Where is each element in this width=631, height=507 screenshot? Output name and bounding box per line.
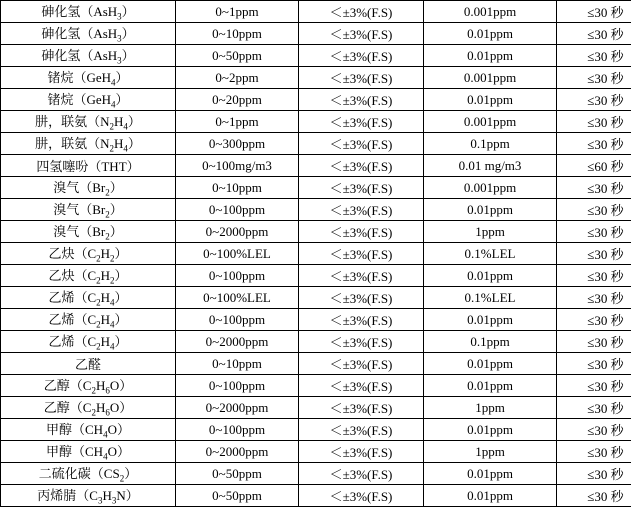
cell-response-time: ≤30 秒 [557,45,631,67]
cell-measuring-range: 0~100%LEL [176,287,299,309]
cell-gas-name: 肼，联氨$(N_2H_4)$ [1,133,176,155]
cell-resolution: 1ppm [424,221,557,243]
cell-resolution: 0.001ppm [424,1,557,23]
cell-resolution: 0.1%LEL [424,287,557,309]
cell-measuring-range: 0~10ppm [176,177,299,199]
cell-measuring-range: 0~10ppm [176,353,299,375]
cell-response-time: ≤30 秒 [557,419,631,441]
cell-resolution: 0.01 mg/m3 [424,155,557,177]
cell-accuracy: ＜±3%(F.S) [299,243,424,265]
cell-response-time: ≤30 秒 [557,133,631,155]
table-row [1,133,631,155]
cell-gas-name: 二硫化碳$(CS_2)$ [1,463,176,485]
table-row [1,375,631,397]
cell-measuring-range: 0~50ppm [176,45,299,67]
table-row [1,221,631,243]
table-row [1,243,631,265]
cell-accuracy: ＜±3%(F.S) [299,89,424,111]
cell-measuring-range: 0~2ppm [176,67,299,89]
cell-accuracy: ＜±3%(F.S) [299,331,424,353]
cell-accuracy: ＜±3%(F.S) [299,111,424,133]
cell-measuring-range: 0~50ppm [176,463,299,485]
cell-accuracy: ＜±3%(F.S) [299,287,424,309]
cell-resolution: 0.01ppm [424,419,557,441]
cell-accuracy: ＜±3%(F.S) [299,199,424,221]
cell-gas-name: 乙炔$(C_2H_2)$ [1,265,176,287]
cell-measuring-range: 0~100mg/m3 [176,155,299,177]
cell-measuring-range: 0~300ppm [176,133,299,155]
cell-accuracy: ＜±3%(F.S) [299,177,424,199]
cell-gas-name: 锗烷（GeH$_4$） [1,67,176,89]
table-row [1,1,631,23]
cell-resolution: 0.01ppm [424,463,557,485]
cell-response-time: ≤60 秒 [557,155,631,177]
cell-resolution: 0.01ppm [424,375,557,397]
cell-response-time: ≤30 秒 [557,199,631,221]
cell-accuracy: ＜±3%(F.S) [299,397,424,419]
cell-gas-name: 甲醇$(CH_4O)$ [1,419,176,441]
cell-gas-name: 四氢噻吩（THT） [1,155,176,177]
table-row [1,397,631,419]
cell-measuring-range: 0~100ppm [176,265,299,287]
cell-accuracy: ＜±3%(F.S) [299,375,424,397]
cell-response-time: ≤30 秒 [557,331,631,353]
cell-measuring-range: 0~100ppm [176,199,299,221]
cell-measuring-range: 0~1ppm [176,111,299,133]
cell-measuring-range: 0~100%LEL [176,243,299,265]
cell-measuring-range: 0~1ppm [176,1,299,23]
cell-accuracy: ＜±3%(F.S) [299,441,424,463]
cell-measuring-range: 0~2000ppm [176,331,299,353]
cell-response-time: ≤30 秒 [557,485,631,507]
cell-resolution: 0.1%LEL [424,243,557,265]
table-row [1,199,631,221]
cell-accuracy: ＜±3%(F.S) [299,23,424,45]
cell-resolution: 1ppm [424,441,557,463]
cell-gas-name: 乙烯$(C_2H_4)$ [1,287,176,309]
cell-response-time: ≤30 秒 [557,265,631,287]
cell-measuring-range: 0~100ppm [176,419,299,441]
cell-accuracy: ＜±3%(F.S) [299,1,424,23]
table-body [1,1,631,507]
cell-measuring-range: 0~100ppm [176,309,299,331]
cell-measuring-range: 0~50ppm [176,485,299,507]
table-row [1,331,631,353]
cell-measuring-range: 0~100ppm [176,375,299,397]
cell-accuracy: ＜±3%(F.S) [299,67,424,89]
cell-response-time: ≤30 秒 [557,397,631,419]
table-row [1,89,631,111]
table-row [1,45,631,67]
cell-accuracy: ＜±3%(F.S) [299,155,424,177]
table-row [1,287,631,309]
cell-resolution: 0.001ppm [424,111,557,133]
cell-gas-name: 溴气$(Br_2)$ [1,177,176,199]
cell-measuring-range: 0~2000ppm [176,397,299,419]
cell-response-time: ≤30 秒 [557,243,631,265]
cell-gas-name: 锗烷（GeH$_4$） [1,89,176,111]
cell-gas-name: 乙醛 [1,353,176,375]
table-row [1,309,631,331]
table-row [1,67,631,89]
table-row [1,419,631,441]
table-row [1,485,631,507]
cell-resolution: 0.01ppm [424,265,557,287]
cell-resolution: 0.01ppm [424,199,557,221]
cell-response-time: ≤30 秒 [557,287,631,309]
cell-accuracy: ＜±3%(F.S) [299,353,424,375]
cell-measuring-range: 0~2000ppm [176,221,299,243]
cell-resolution: 0.01ppm [424,23,557,45]
cell-gas-name: 甲醇$(CH_4O)$ [1,441,176,463]
cell-resolution: 0.001ppm [424,67,557,89]
cell-gas-name: 乙炔$(C_2H_2)$ [1,243,176,265]
cell-measuring-range: 0~10ppm [176,23,299,45]
table-row [1,155,631,177]
cell-response-time: ≤30 秒 [557,23,631,45]
table-row [1,23,631,45]
table-row [1,177,631,199]
cell-response-time: ≤30 秒 [557,353,631,375]
table-row [1,463,631,485]
cell-response-time: ≤30 秒 [557,309,631,331]
cell-gas-name: 砷化氢（AsH$_3$） [1,1,176,23]
cell-measuring-range: 0~20ppm [176,89,299,111]
table-row [1,441,631,463]
table-row [1,265,631,287]
cell-accuracy: ＜±3%(F.S) [299,485,424,507]
cell-response-time: ≤30 秒 [557,1,631,23]
cell-accuracy: ＜±3%(F.S) [299,419,424,441]
cell-response-time: ≤30 秒 [557,221,631,243]
cell-resolution: 0.01ppm [424,485,557,507]
cell-accuracy: ＜±3%(F.S) [299,45,424,67]
cell-gas-name: 丙烯腈$(C_3H_3N)$ [1,485,176,507]
table-row [1,111,631,133]
cell-resolution: 0.01ppm [424,89,557,111]
cell-resolution: 0.01ppm [424,353,557,375]
cell-accuracy: ＜±3%(F.S) [299,265,424,287]
cell-gas-name: 乙烯$(C_2H_4)$ [1,309,176,331]
cell-response-time: ≤30 秒 [557,89,631,111]
cell-response-time: ≤30 秒 [557,67,631,89]
cell-accuracy: ＜±3%(F.S) [299,463,424,485]
cell-resolution: 0.01ppm [424,309,557,331]
cell-resolution: 0.1ppm [424,133,557,155]
cell-resolution: 1ppm [424,397,557,419]
cell-gas-name: 乙醇$(C_2H_6O)$ [1,375,176,397]
table-row [1,353,631,375]
cell-resolution: 0.001ppm [424,177,557,199]
cell-response-time: ≤30 秒 [557,441,631,463]
cell-gas-name: 砷化氢（AsH$_3$） [1,23,176,45]
cell-gas-name: 乙烯$(C_2H_4)$ [1,331,176,353]
cell-gas-name: 溴气$(Br_2)$ [1,199,176,221]
cell-accuracy: ＜±3%(F.S) [299,309,424,331]
cell-gas-name: 溴气$(Br_2)$ [1,221,176,243]
cell-gas-name: 砷化氢（AsH$_3$） [1,45,176,67]
cell-accuracy: ＜±3%(F.S) [299,133,424,155]
cell-gas-name: 乙醇$(C_2H_6O)$ [1,397,176,419]
cell-response-time: ≤30 秒 [557,463,631,485]
cell-response-time: ≤30 秒 [557,375,631,397]
cell-gas-name: 肼，联氨$(N_2H_4)$ [1,111,176,133]
cell-response-time: ≤30 秒 [557,111,631,133]
cell-accuracy: ＜±3%(F.S) [299,221,424,243]
cell-measuring-range: 0~2000ppm [176,441,299,463]
cell-response-time: ≤30 秒 [557,177,631,199]
cell-resolution: 0.01ppm [424,45,557,67]
cell-resolution: 0.1ppm [424,331,557,353]
